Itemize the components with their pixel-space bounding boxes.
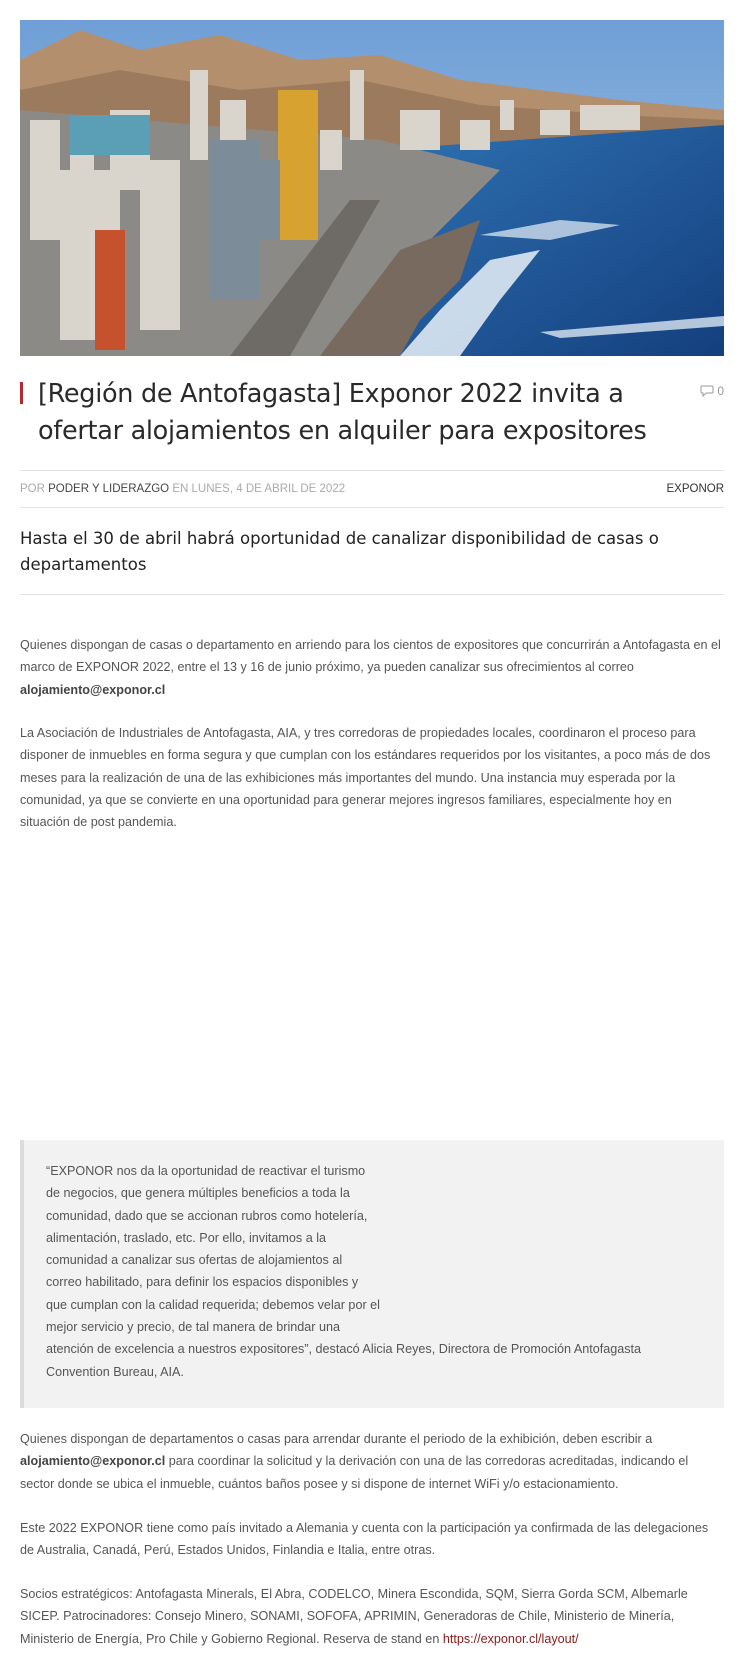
title-accent-bar bbox=[20, 382, 23, 404]
page-title: [Región de Antofagasta] Exponor 2022 invita a ofertar alojamientos en alquiler para expositores bbox=[38, 379, 647, 446]
paragraph-3-after: para coordinar la solicitud y la derivación con una de las corredoras acreditadas, indicando el sector donde se ubica el inmueble, cuántos baños posee y si dispone de internet WiFi y/o estacionamiento. bbox=[20, 1454, 689, 1491]
quote-line: “EXPONOR nos da la oportunidad de reactivar el turismo bbox=[46, 1164, 366, 1178]
quote-line: comunidad, dado que se accionan rubros como hotelería, bbox=[46, 1208, 368, 1223]
paragraph-2: La Asociación de Industriales de Antofagasta, AIA, y tres corredoras de propiedades locales, coordinaron el proceso para disponer de inmuebles en forma segura y que cumplan con los estándares requeridos por los visitantes, a poco más de dos meses para la realización de una de las exhibiciones más importantes del mundo. Una instancia muy esperada por la comunidad, ya que se convierte en una oportunidad para generar mejores ingresos familiares, especialmente hoy en situación de post pandemia. bbox=[20, 726, 711, 830]
category-link[interactable]: EXPONOR bbox=[666, 483, 724, 495]
email-address: alojamiento@exponor.cl bbox=[20, 1454, 166, 1469]
comment-count: 0 bbox=[717, 384, 724, 398]
hero-image bbox=[20, 20, 724, 356]
comment-count-link[interactable] bbox=[700, 384, 724, 398]
paragraph-1-text: Quienes dispongan de casas o departamento en arriendo para los cientos de expositores que concurrirán a Antofagasta en el marco de EXPONOR 2022, entre el 13 y 16 de junio próximo, ya pueden canalizar sus ofrecimientos al correo bbox=[20, 638, 721, 675]
quote-line: atención de excelencia a nuestros expositores”, destacó Alicia Reyes, Directora de Promoción Antofagasta bbox=[46, 1342, 642, 1357]
article-subtitle: Hasta el 30 de abril habrá oportunidad de canalizar disponibilidad de casas o departamentos bbox=[20, 529, 659, 574]
layout-link[interactable]: https://exponor.cl/layout/ bbox=[442, 1631, 579, 1646]
publish-date: EN LUNES, 4 DE ABRIL DE 2022 bbox=[172, 483, 346, 495]
blockquote bbox=[20, 1140, 724, 1408]
paragraph-1 bbox=[20, 634, 724, 701]
quote-line: alimentación, traslado, etc. Por ello, invitamos a la bbox=[46, 1230, 326, 1245]
email-address: alojamiento@exponor.cl bbox=[20, 682, 166, 697]
quote-line: que cumplan con la calidad requerida; debemos velar por el bbox=[46, 1297, 380, 1312]
by-label: POR bbox=[20, 483, 45, 495]
paragraph-3 bbox=[20, 1428, 724, 1495]
quote-line: mejor servicio y precio, de tal manera de brindar una bbox=[46, 1320, 340, 1335]
divider bbox=[20, 594, 724, 595]
paragraph-5-text: Socios estratégicos: Antofagasta Minerals, El Abra, CODELCO, Minera Escondida, SQM, Sierra Gorda SCM, Albemarle SICEP. Patrocinadores: Consejo Minero, SONAMI, SOFOFA, APRIMIN, Generadoras de Chile, Ministerio de Minería, Ministerio de Energía, Pro Chile y Gobierno Regional. Reserva de stand en bbox=[20, 1587, 688, 1646]
author-link[interactable]: PODER Y LIDERAZGO bbox=[48, 483, 170, 495]
paragraph-3-before: Quienes dispongan de departamentos o casas para arrendar durante el periodo de la exhibición, deben escribir a bbox=[20, 1432, 653, 1446]
quote-line: de negocios, que genera múltiples beneficios a toda la bbox=[46, 1186, 350, 1201]
article-meta bbox=[20, 470, 724, 508]
quote-line: Convention Bureau, AIA. bbox=[46, 1364, 184, 1379]
quote-line: comunidad a canalizar sus ofertas de alojamientos al bbox=[46, 1253, 343, 1268]
paragraph-4: Este 2022 EXPONOR tiene como país invitado a Alemania y cuenta con la participación ya confirmada de las delegaciones de Australia, Canadá, Perú, Estados Unidos, Finlandia e Italia, entre otras. bbox=[20, 1521, 709, 1558]
comments-icon bbox=[700, 385, 714, 397]
paragraph-5 bbox=[20, 1583, 724, 1650]
quote-text bbox=[46, 1160, 686, 1383]
article-header bbox=[20, 376, 724, 466]
quote-line: correo habilitado, para definir los espacios disponibles y bbox=[46, 1275, 359, 1290]
